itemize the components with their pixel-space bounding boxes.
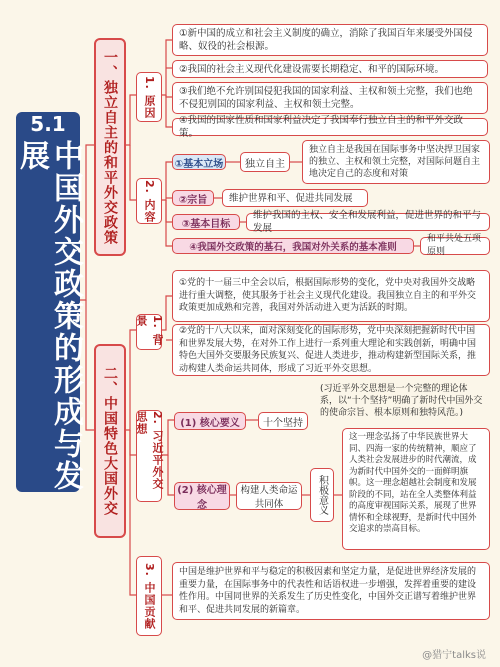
- contribution-label: 3. 中国贡献: [136, 556, 162, 636]
- title-number: 5.1: [30, 112, 66, 136]
- content-label: 2. 内容: [136, 178, 162, 224]
- section1-label: 一、独立自主的和平外交政策: [94, 38, 126, 256]
- main-title: [14, 112, 83, 492]
- significance-desc: 这一理念弘扬了中华民族世界大同、四海一家的传统精神，顺应了人类社会发展进步的时代潮流，成为新时代中国外交的一面鲜明旗帜。这一理念超越社会制度和发展阶段的不同，站在全人类整体利益的高度审视国际关系，展现了世界情怀和全球视野，是新时代中国外交追求的崇高目标。: [342, 428, 490, 550]
- goal-tag: ③基本目标: [172, 214, 240, 230]
- title-text: 中国外交政策的形成与发展: [14, 140, 83, 492]
- reason-item-1: ①新中国的成立和社会主义制度的确立，消除了我国百年来屡受外国侵略、奴役的社会根源。: [172, 24, 488, 56]
- thought-label: 2. 习近平外交思想: [136, 410, 162, 502]
- reason-item-3: ③我们绝不允许别国侵犯我国的国家利益、主权和领土完整，我们也绝不侵犯别国的国家利益、主权和领土完整。: [172, 82, 488, 114]
- reason-item-2: ②我国的社会主义现代化建设需要长期稳定、和平的国际环境。: [172, 60, 488, 78]
- background-item-2: ②党的十八大以来，面对深刻变化的国际形势，党中央深刻把握新时代中国和世界发展大势，在对外工作上进行一系列重大理论和实践创新，明确中国特色大国外交要服务民族复兴、促进人类进步，推动构建新型国际关系，推动构建人类命运共同体，形成了习近平外交思想。: [172, 324, 490, 376]
- foundation-value: 和平共处五项原则: [420, 237, 490, 255]
- core-requirement-value: 十个坚持: [258, 412, 308, 430]
- background-label: 1. 背景: [136, 314, 162, 350]
- goal-value: 维护我国的主权、安全和发展利益，促进世界的和平与发展: [246, 213, 490, 231]
- thought-intro: (习近平外交思想是一个完整的理论体系，以“十个坚持”明确了新时代中国外交的使命宗旨、根本原则和独特风范。): [320, 384, 483, 418]
- stance-tag: ①基本立场: [172, 154, 226, 170]
- core-requirement-tag: (1) 核心要义: [174, 412, 246, 430]
- core-idea-value: 构建人类命运共同体: [236, 482, 302, 510]
- purpose-value: 维护世界和平、促进共同发展: [222, 189, 368, 207]
- section2-label: 二、中国特色大国外交: [94, 344, 126, 538]
- reason-label: 1. 原因: [136, 72, 162, 122]
- stance-value: 独立自主: [240, 152, 290, 172]
- foundation-tag: ④我国外交政策的基石，我国对外关系的基本准则: [172, 238, 414, 254]
- contribution-text: 中国是维护世界和平与稳定的积极因素和坚定力量，是促进世界经济发展的重要力量，在国际事务中的代表性和话语权进一步增强，发挥着重要的建设性作用。中国同世界的关系发生了历史性变化，中国外交正谱写着维护世界和平、促进共同发展的新篇章。: [172, 562, 490, 620]
- reason-item-4: ④我国的国家性质和国家利益决定了我国奉行独立自主的和平外交政策。: [172, 118, 488, 136]
- stance-desc: 独立自主是我国在国际事务中坚决捍卫国家的独立、主权和领土完整，对国际问题自主地决定自己的态度和对策: [302, 140, 490, 184]
- background-item-1: ①党的十一届三中全会以后，根据国际形势的变化，党中央对我国外交战略进行重大调整，使其服务于社会主义现代化建设。我国独立自主的和平外交政策更加成熟和完善，我国对外活动进入更为活跃的时期。: [172, 270, 490, 322]
- watermark: @猎宁talks说: [422, 650, 486, 661]
- purpose-tag: ②宗旨: [172, 190, 214, 206]
- significance-tag: 积极意义: [310, 468, 334, 522]
- core-idea-tag: (2) 核心理念: [174, 482, 230, 510]
